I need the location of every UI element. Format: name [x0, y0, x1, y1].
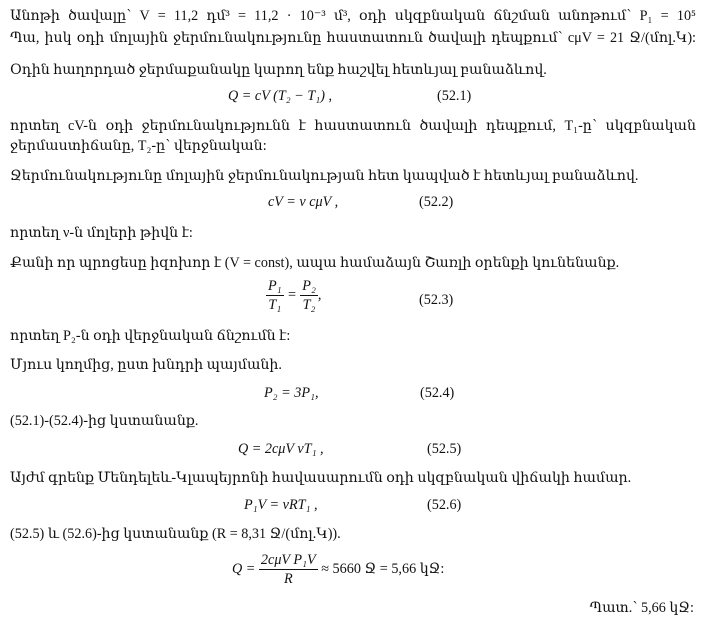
text-line-5a: որտեղ cV-ն օդի ջերմունակությունն է հաստատուն ծավալի դեպքում, T₁-ը՝ սկզբնական: [10, 118, 696, 134]
fraction-right-denominator: T₂: [302, 297, 316, 314]
equation-52-5: Q = 2cμV νT₁ ,: [238, 441, 324, 457]
equation-number-52-4: (52.4): [420, 385, 455, 401]
equation-52-1: Q = cV (T₂ − T₁) ,: [228, 88, 333, 104]
final-fraction-denominator: R: [283, 571, 293, 588]
text-line-8: որտեղ ν-ն մոլերի թիվն է:: [10, 225, 193, 241]
final-q: Q =: [232, 561, 256, 578]
fraction-left: [266, 278, 284, 314]
final-fraction-numerator: 2cμV P₁V: [259, 552, 318, 570]
text-line-9: Քանի որ պրոցեսը իզոխոր է (V = const), ապա համաձայն Շառլի օրենքի կունենանք.: [10, 255, 620, 271]
final-fraction: [259, 552, 318, 588]
text-line-3: Օդին հաղորդած ջերմաքանակը կարող ենք հաշվել հետևյալ բանաձևով.: [10, 62, 547, 78]
fraction-left-numerator: P₁: [266, 278, 284, 296]
fraction-right-numerator: P₂: [300, 278, 318, 296]
equation-number-52-3: (52.3): [419, 292, 454, 308]
text-line-18: (52.5) և (52.6)-ից կստանանք (R = 8,31 Ջ/(մոլ.Կ)).: [10, 526, 341, 542]
text-line-14: (52.1)-(52.4)-ից կստանանք.: [10, 413, 199, 429]
equation-final: [232, 552, 444, 588]
text-line-6: Ջերմունակությունը մոլային ջերմունակության հետ կապված է հետևյալ բանաձևով.: [10, 168, 639, 184]
text-line-16: Այժմ գրենք Մենդելեև-Կլապեյրոնի հավասարումն օդի սկզբնական վիճակի համար.: [10, 470, 632, 486]
equation-number-52-6: (52.6): [427, 497, 462, 513]
answer-line: Պատ.՝ 5,66 կՋ:: [589, 600, 694, 616]
comma: ,: [317, 287, 322, 304]
equation-number-52-2: (52.2): [419, 194, 454, 210]
text-line-11: որտեղ P₂-ն օդի վերջնական ճնշումն է:: [10, 328, 291, 344]
text-line-12: Մյուս կողմից, ըստ խնդրի պայմանի.: [10, 357, 282, 373]
equation-52-4: P₂ = 3P₁,: [264, 385, 319, 401]
final-result: ≈ 5660 Ջ = 5,66 կՋ:: [321, 561, 445, 578]
text-line-1: Անոթի ծավալը՝ V = 11,2 դմ³ = 11,2 · 10⁻³ մ³, օդի սկզբնական ճնշման անոթում՝ P₁ = 10⁵: [10, 8, 696, 24]
equation-52-3: [266, 278, 321, 314]
equation-52-2: cV = ν cμV ,: [268, 194, 339, 210]
fraction-left-denominator: T₁: [268, 297, 282, 314]
equation-number-52-1: (52.1): [437, 88, 472, 104]
equals-sign: =: [287, 287, 297, 304]
equation-52-6: P₁V = νRT₁ ,: [244, 497, 318, 513]
fraction-right: [300, 278, 318, 314]
equation-number-52-5: (52.5): [427, 441, 462, 457]
text-line-5b: ջերմաստիճանը, T₂-ը՝ վերջնական:: [10, 138, 267, 154]
text-line-2: Պա, իսկ օդի մոլային ջերմունակությունը հաստատուն ծավալի դեպքում՝ cμV = 21 Ջ/(մոլ.Կ):: [10, 30, 696, 46]
